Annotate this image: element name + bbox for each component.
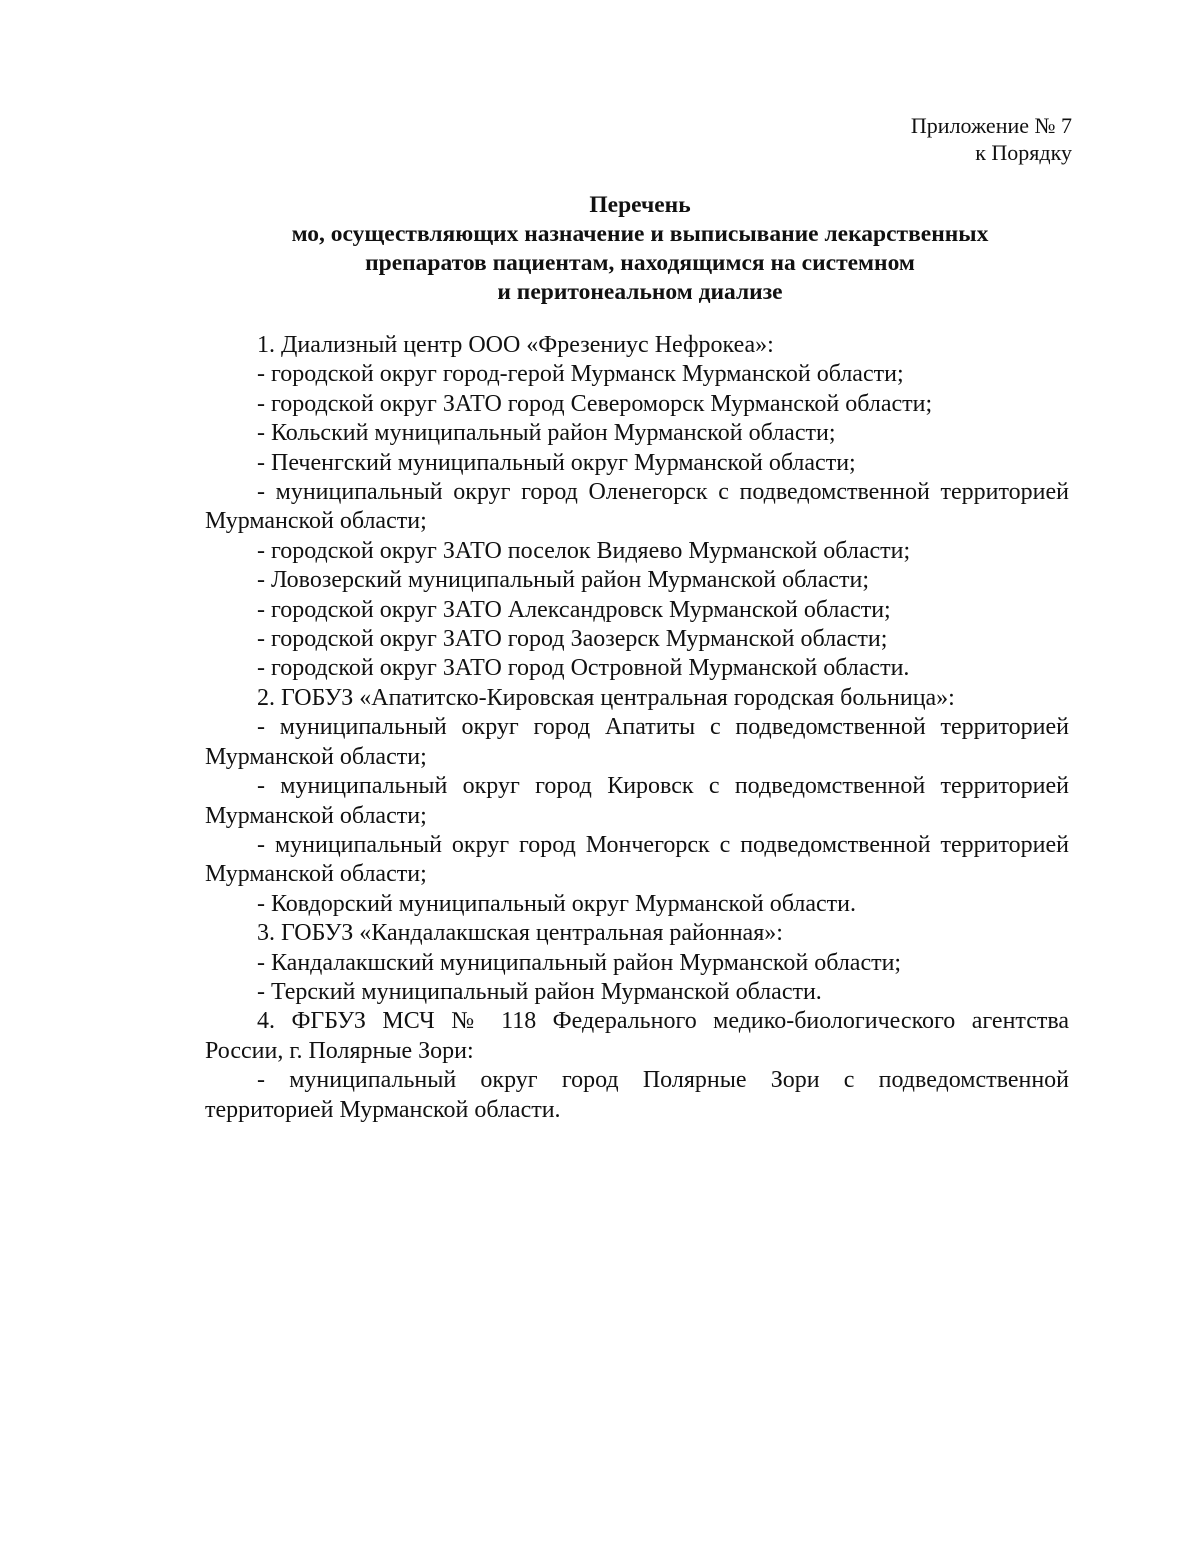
document-title [200, 191, 1080, 307]
list-item: - муниципальный округ город Мончегорск с подведомственной территорией Мурманской области; [205, 831, 1069, 888]
list-item: - муниципальный округ город Полярные Зори с подведомственной территорией Мурманской области. [205, 1067, 1069, 1123]
list-item: - муниципальный округ город Апатиты с подведомственной территорией Мурманской области; [205, 714, 1069, 770]
title-line: Перечень [589, 192, 691, 218]
list-item: - городской округ ЗАТО город Североморск Мурманской области; [257, 390, 933, 417]
title-line: препаратов пациентам, находящимся на системном [365, 250, 915, 276]
section-heading: 2. ГОБУЗ «Апатитско-Кировская центральная городская больница»: [257, 684, 955, 711]
list-item: - Кольский муниципальный район Мурманской области; [257, 420, 836, 447]
list-item: - городской округ ЗАТО Александровск Мурманской области; [257, 596, 891, 623]
list-item: - Печенгский муниципальный округ Мурманской области; [257, 449, 856, 476]
appendix-header [672, 112, 1072, 166]
title-line: и перитонеальном диализе [497, 279, 783, 305]
list-item: - Ковдорский муниципальный округ Мурманской области. [257, 890, 857, 917]
list-item: - городской округ ЗАТО поселок Видяево Мурманской области; [257, 537, 911, 564]
title-line: мо, осуществляющих назначение и выписывание лекарственных [291, 221, 989, 247]
list-item: - городской округ ЗАТО город Заозерск Мурманской области; [257, 626, 888, 653]
list-item: - Кандалакшский муниципальный район Мурманской области; [257, 949, 902, 976]
document-body [205, 331, 1069, 1125]
section-heading: 4. ФГБУЗ МСЧ № 118 Федерального медико-биологического агентства России, г. Полярные Зори: [205, 1008, 1069, 1064]
list-item: - городской округ ЗАТО город Островной Мурманской области. [257, 655, 910, 682]
section-heading: 1. Диализный центр ООО «Фрезениус Нефрокеа»: [257, 332, 774, 358]
section-heading: 3. ГОБУЗ «Кандалакшская центральная районная»: [257, 920, 783, 947]
list-item: - муниципальный округ город Оленегорск с подведомственной территорией Мурманской области; [205, 479, 1069, 535]
list-item: - муниципальный округ город Кировск с подведомственной территорией Мурманской области; [205, 773, 1069, 829]
list-item: - Терский муниципальный район Мурманской области. [257, 978, 822, 1005]
list-item: - Ловозерский муниципальный район Мурманской области; [257, 567, 870, 594]
appendix-number: Приложение № 7 [910, 113, 1072, 138]
appendix-reference: к Порядку [975, 140, 1072, 165]
list-item: - городской округ город-герой Мурманск Мурманской области; [257, 361, 904, 388]
